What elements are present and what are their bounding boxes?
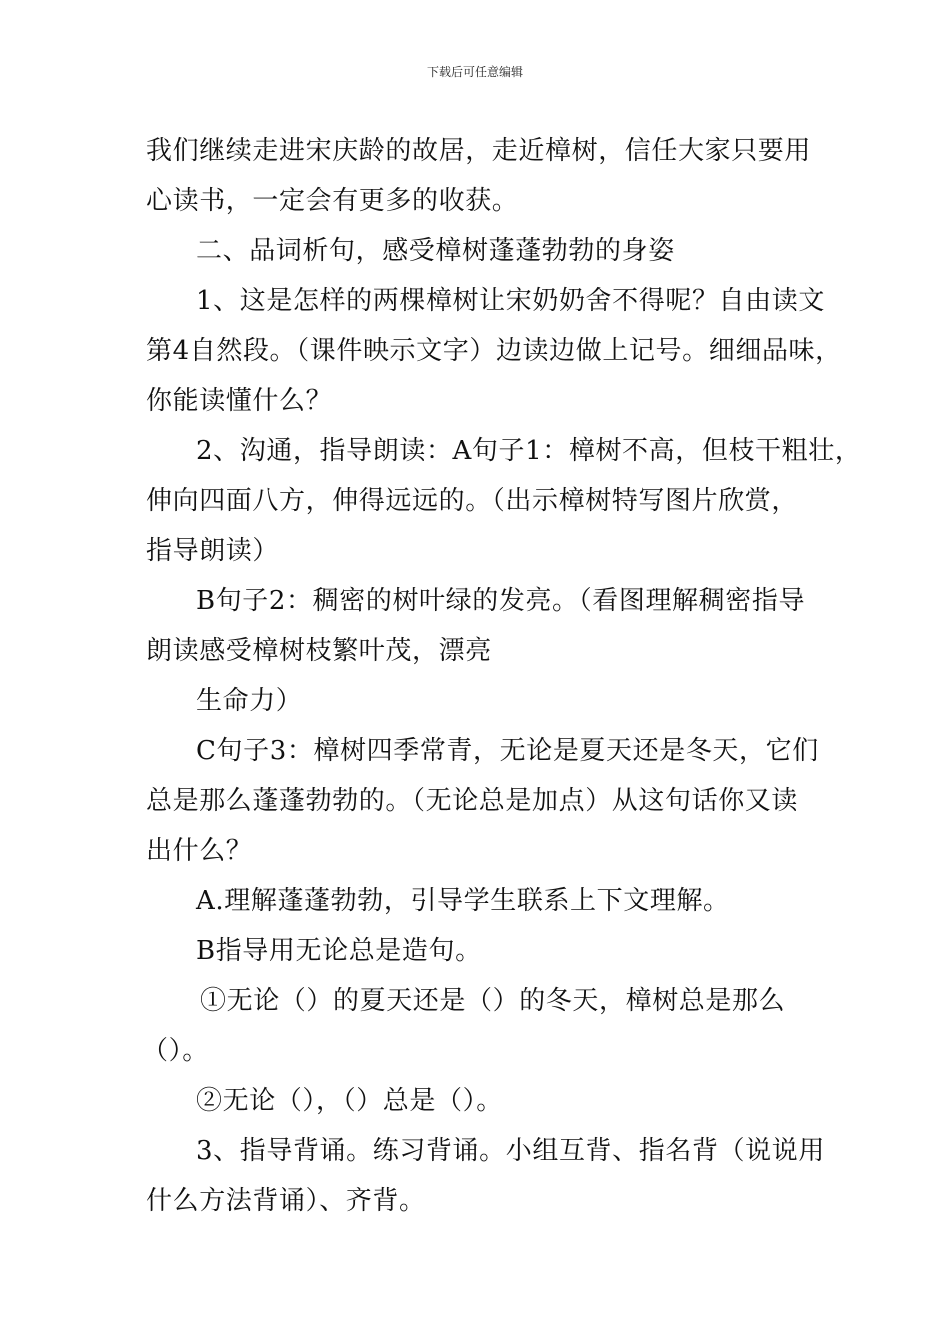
paragraph-line: C句子3：樟树四季常青，无论是夏天还是冬天，它们 (196, 736, 819, 766)
paragraph-line: 心读书，一定会有更多的收获。 (146, 186, 519, 216)
paragraph-line: 2、沟通，指导朗读：A句子1：樟树不高，但枝干粗壮， (196, 436, 862, 466)
paragraph-line: 第4自然段。（课件映示文字）边读边做上记号。细细品味， (146, 336, 842, 366)
paragraph-line: 1、这是怎样的两棵樟树让宋奶奶舍不得呢？自由读文 (196, 286, 825, 316)
paragraph-line: （）。 (142, 1036, 209, 1066)
paragraph-line: 你能读懂什么？ (146, 386, 333, 416)
paragraph-line: 出什么？ (146, 836, 253, 866)
document-body (142, 126, 862, 1226)
paragraph-line: B句子2：稠密的树叶绿的发亮。（看图理解稠密指导 (196, 586, 806, 616)
paragraph-line: ②无论（），（）总是（）。 (196, 1086, 503, 1116)
paragraph-line: 我们继续走进宋庆龄的故居，走近樟树，信任大家只要用 (146, 136, 812, 166)
paragraph-line: A.理解蓬蓬勃勃，引导学生联系上下文理解。 (196, 886, 730, 916)
paragraph-line: 生命力） (196, 686, 303, 716)
section-heading: 二、品词析句，感受樟树蓬蓬勃勃的身姿 (196, 236, 675, 266)
paragraph-line: 3、指导背诵。练习背诵。小组互背、指名背（说说用 (196, 1136, 825, 1166)
paragraph-line: ①无论（）的夏天还是（）的冬天，樟树总是那么 (200, 986, 786, 1016)
paragraph-line: 伸向四面八方，伸得远远的。（出示樟树特写图片欣赏， (146, 486, 799, 516)
paragraph-line: 什么方法背诵）、齐背。 (146, 1186, 426, 1216)
paragraph-line: 指导朗读） (146, 536, 280, 566)
paragraph-line: 总是那么蓬蓬勃勃的。（无论总是加点）从这句话你又读 (146, 786, 799, 816)
paragraph-line: 朗读感受樟树枝繁叶茂，漂亮 (146, 636, 492, 666)
page-header: 下载后可任意编辑 (426, 65, 523, 79)
paragraph-line: B指导用无论总是造句。 (196, 936, 482, 966)
